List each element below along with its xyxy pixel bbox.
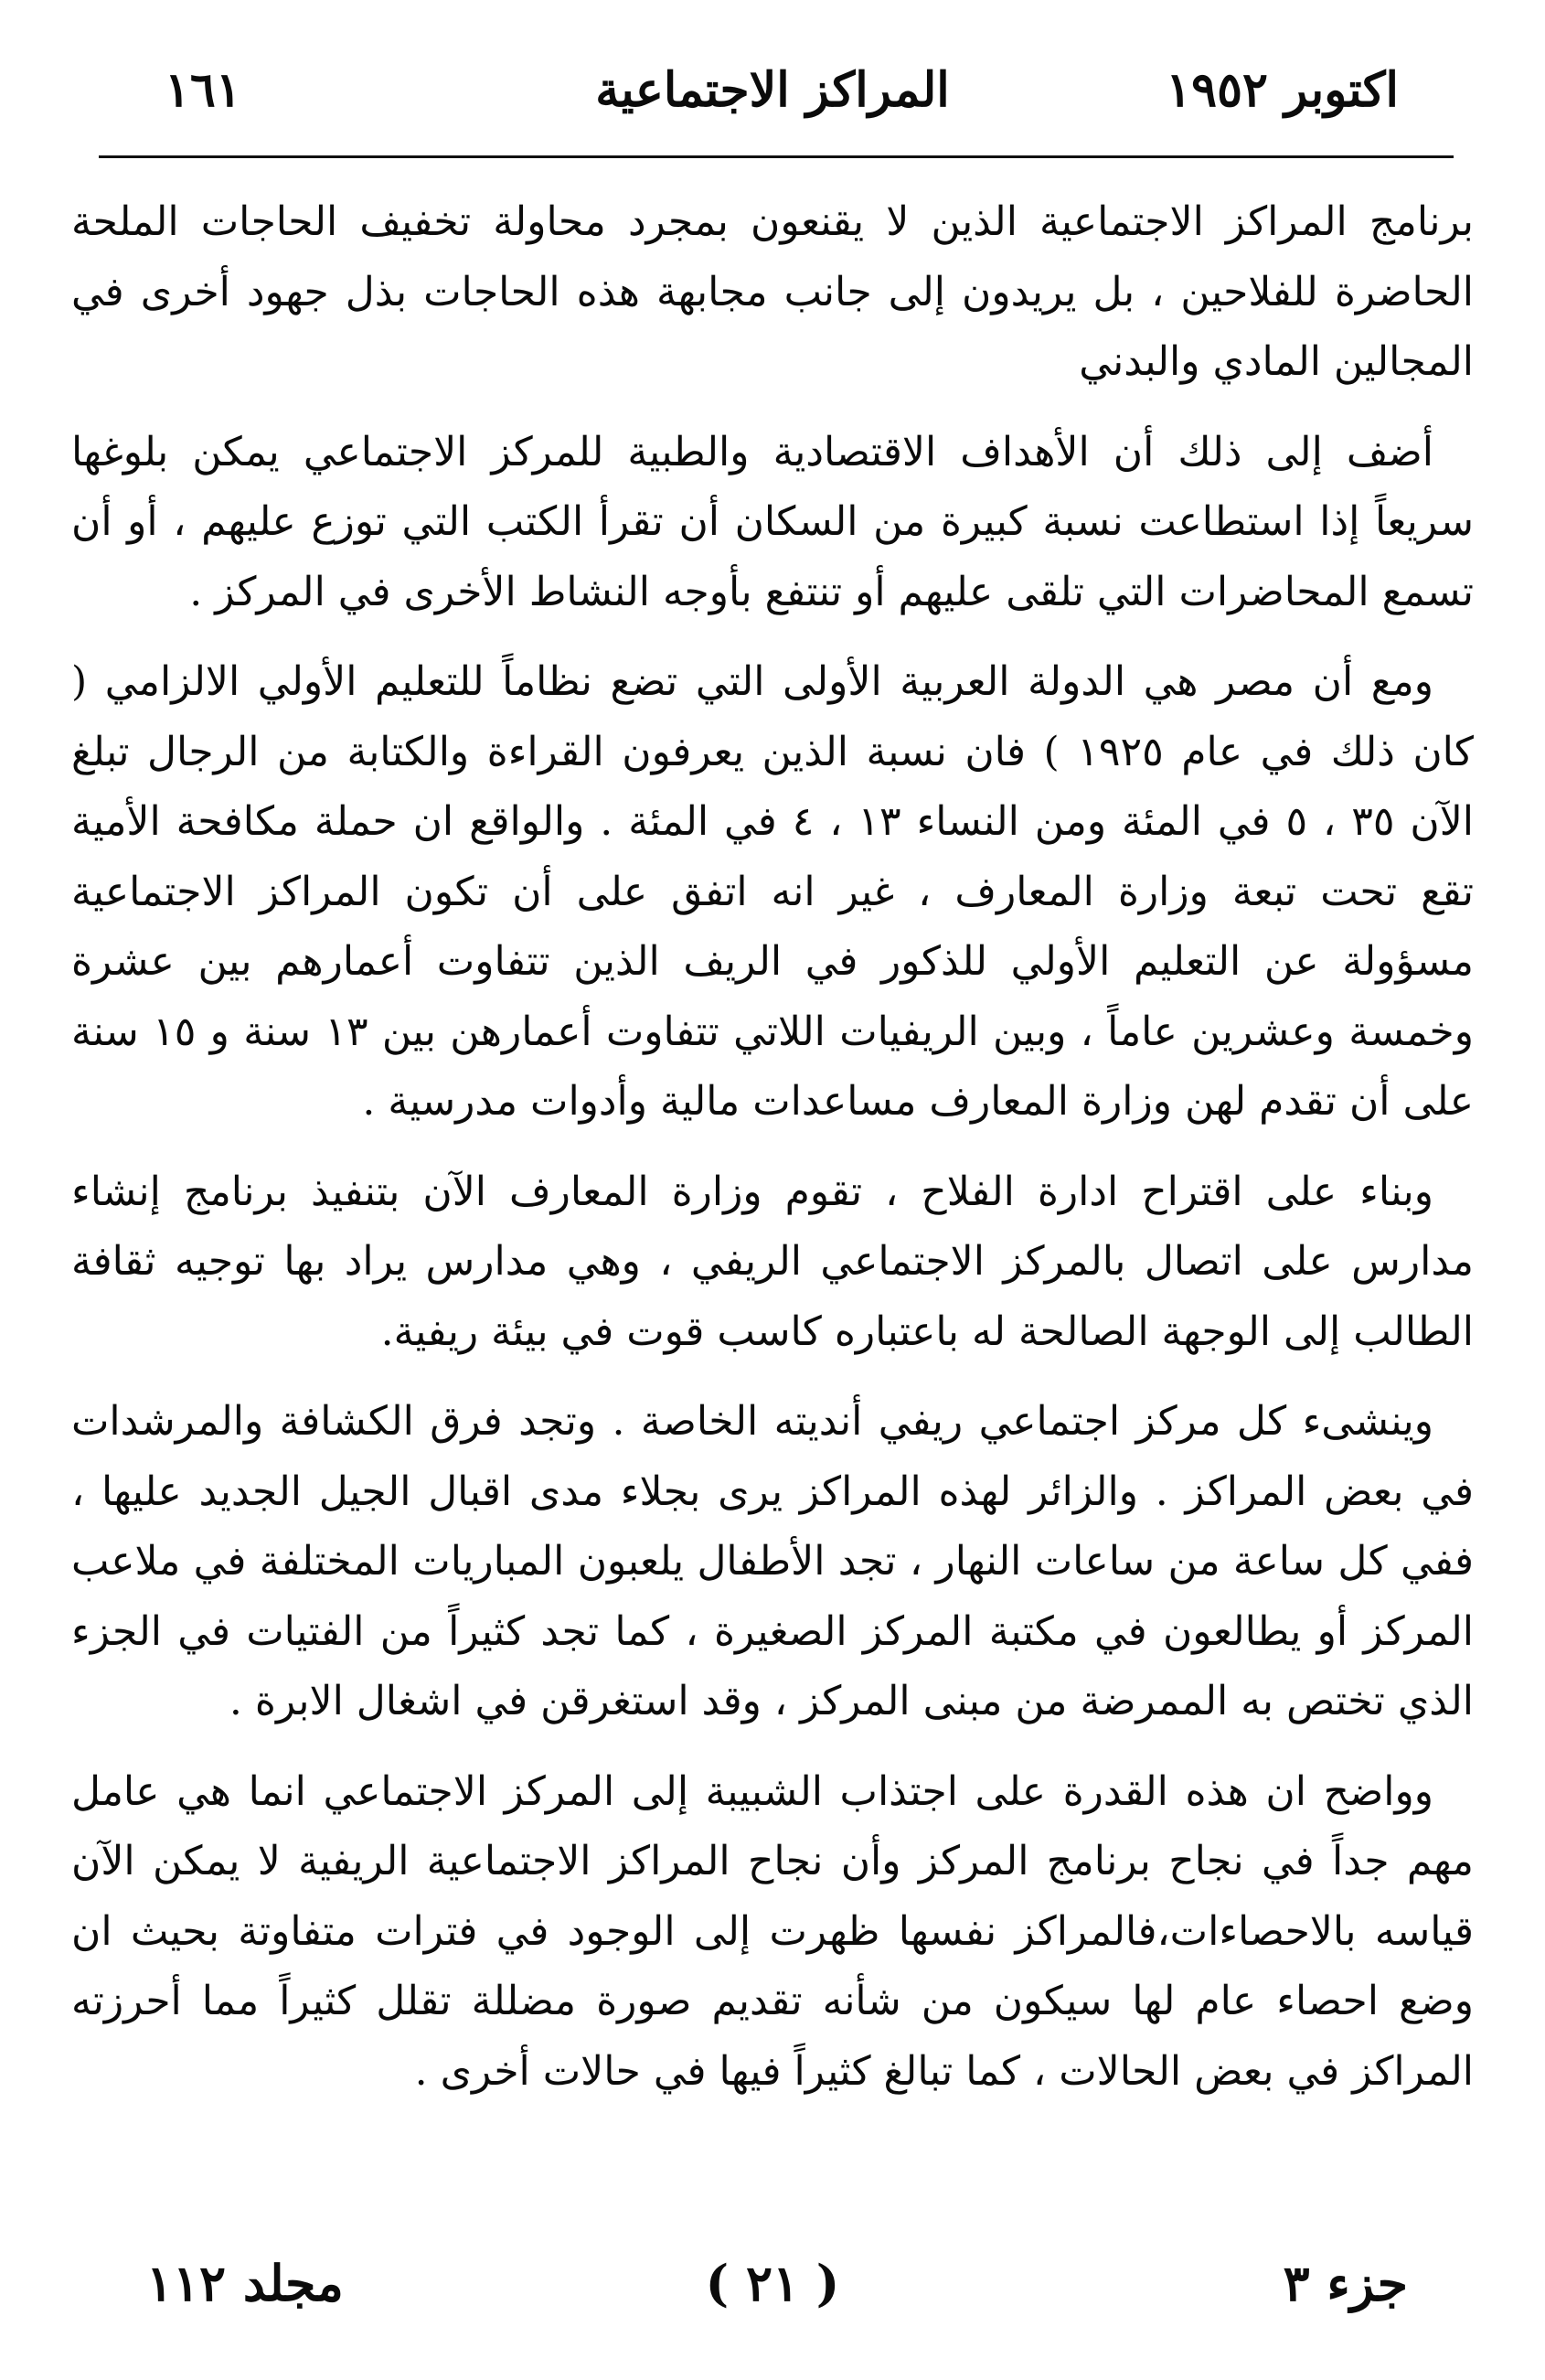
part-number: جزء ٣: [1283, 2254, 1408, 2312]
paragraph: برنامج المراكز الاجتماعية الذين لا يقنعون بمجرد محاولة تخفيف الحاجات الملحة الحاضرة للفلاحين ، بل يريدون إلى جانب مجابهة هذه الحاجات بذل جهود أخرى في المجالين المادي والبدني: [71, 198, 1475, 385]
paragraph: وواضح ان هذه القدرة على اجتذاب الشبيبة إلى المركز الاجتماعي انما هي عامل مهم جداً في نجاح برنامج المركز وأن نجاح المراكز الاجتماعية الريفية لا يمكن الآن قياسه بالاحصاءات،فالمراكز نفسها ظهرت إلى الوجود في فترات متفاوتة بحيث ان وضع احصاء عام لها سيكون من شأنه تقديم صورة مضللة تقلل كثيراً مما أحرزته المراكز في بعض الحالات ، كما تبالغ كثيراً فيها في حالات أخرى .: [71, 1767, 1474, 2095]
sheet-number: ( ٢١ ): [705, 2254, 840, 2312]
paragraph: وبناء على اقتراح ادارة الفلاح ، تقوم وزارة المعارف الآن بتنفيذ برنامج إنشاء مدارس على اتصال بالمركز الاجتماعي الريفي ، وهي مدارس يراد بها توجيه ثقافة الطالب إلى الوجهة الصالحة له باعتباره كاسب قوت في بيئة ريفية.: [71, 1168, 1474, 1355]
volume-number: مجلد ١١٢: [146, 2254, 344, 2312]
issue-date: اكتوبر ١٩٥٢: [1166, 62, 1399, 118]
page-number: ١٦١: [165, 62, 241, 118]
running-title: المراكز الاجتماعية: [595, 62, 950, 118]
paragraph: أضف إلى ذلك أن الأهداف الاقتصادية والطبية للمركز الاجتماعي يمكن بلوغها سريعاً إذا استطاعت نسبة كبيرة من السكان أن تقرأ الكتب التي توزع عليهم ، أو أن تسمع المحاضرات التي تلقى عليهم أو تنتفع بأوجه النشاط الأخرى في المركز .: [71, 428, 1474, 615]
running-header: [91, 44, 1454, 144]
header-rule: [99, 155, 1454, 158]
paragraph: ومع أن مصر هي الدولة العربية الأولى التي تضع نظاماً للتعليم الأولي الالزامي ( كان ذلك في عام ١٩٢٥ ) فان نسبة الذين يعرفون القراءة والكتابة من الرجال تبلغ الآن ٣٥ ، ٥ في المئة ومن النساء ١٣ ، ٤ في المئة . والواقع ان حملة مكافحة الأمية تقع تحت تبعة وزارة المعارف ، غير انه اتفق على أن تكون المراكز الاجتماعية مسؤولة عن التعليم الأولي للذكور في الريف الذين تتفاوت أعمارهم بين عشرة وخمسة وعشرين عاماً ، وبين الريفيات اللاتي تتفاوت أعمارهن بين ١٣ سنة و ١٥ سنة على أن تقدم لهن وزارة المعارف مساعدات مالية وأدوات مدرسية .: [71, 658, 1475, 1125]
page-footer: [91, 2245, 1454, 2327]
paragraph: وينشىء كل مركز اجتماعي ريفي أنديته الخاصة . وتجد فرق الكشافة والمرشدات في بعض المراكز . والزائر لهذه المراكز يرى بجلاء مدى اقبال الجيل الجديد عليها ، ففي كل ساعة من ساعات النهار ، تجد الأطفال يلعبون المباريات المختلفة في ملاعب المركز أو يطالعون في مكتبة المركز الصغيرة ، كما تجد كثيراً من الفتيات في الجزء الذي تختص به الممرضة من مبنى المركز ، وقد استغرقن في اشغال الابرة .: [71, 1398, 1474, 1724]
article-body: [71, 187, 1474, 2127]
